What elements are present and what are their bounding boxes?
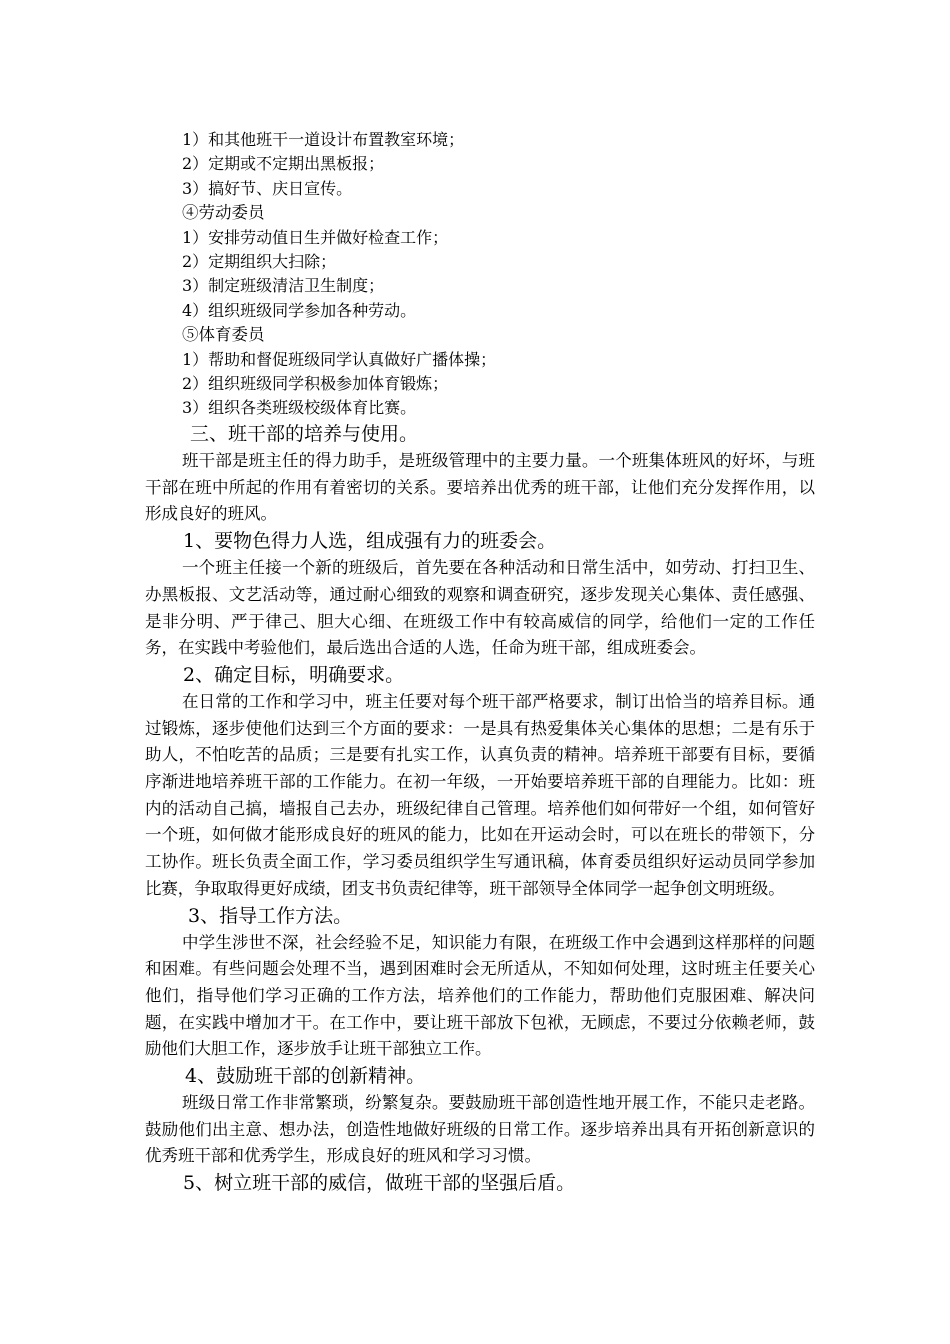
section-body [145, 421, 815, 1197]
item-paragraph: 班级日常工作非常繁琐，纷繁复杂。要鼓励班干部创造性地开展工作，不能只走老路。鼓励他们出主意、想办法，创造性地做好班级的日常工作。逐步培养出具有开拓创新意识的优秀班干部和优秀学生，形成良好的班风和学习习惯。 [145, 1093, 815, 1166]
list-item: 4）组织班级同学参加各种劳动。 [182, 300, 417, 320]
list-item: 1）和其他班干一道设计布置教室环境； [182, 130, 465, 149]
list-item: 3）搞好节、庆日宣传。 [182, 178, 353, 198]
section-intro: 班干部是班主任的得力助手，是班级管理中的主要力量。一个班集体班风的好坏，与班干部在班中所起的作用有着密切的关系。要培养出优秀的班干部，让他们充分发挥作用，以形成良好的班风。 [145, 451, 815, 524]
item-heading: 2、确定目标，明确要求。 [183, 663, 405, 686]
item-paragraph: 在日常的工作和学习中，班主任要对每个班干部严格要求，制订出恰当的培养目标。通过锻炼，逐步使他们达到三个方面的要求：一是具有热爱集体关心集体的思想；二是有乐于助人，不怕吃苦的品质；三是要有扎实工作，认真负责的精神。培养班干部要有目标，要循序渐进地培养班干部的工作能力。在初一年级，一开始要培养班干部的自理能力。比如：班内的活动自己搞，墙报自己去办，班级纪律自己管理。培养他们如何带好一个组，如何管好一个班，如何做才能形成良好的班风的能力，比如在开运动会时，可以在班长的带领下，分工协作。班长负责全面工作，学习委员组织学生写通讯稿，体育委员组织好运动员同学参加比赛，争取取得更好成绩，团支书负责纪律等，班干部领导全体同学一起争创文明班级。 [145, 691, 815, 898]
item-heading: 3、指导工作方法。 [188, 904, 353, 927]
list-item: 1）安排劳动值日生并做好检查工作； [182, 227, 449, 247]
item-heading: 4、鼓励班干部的创新精神。 [185, 1065, 426, 1088]
duty-list [182, 128, 822, 421]
item-heading: 1、要物色得力人选，组成强有力的班委会。 [183, 530, 557, 553]
item-heading: 5、树立班干部的威信，做班干部的坚强后盾。 [183, 1172, 576, 1195]
item-paragraph: 中学生涉世不深，社会经验不足，知识能力有限，在班级工作中会遇到这样那样的问题和困难。有些问题会处理不当，遇到困难时会无所适从，不知如何处理，这时班主任要关心他们，指导他们学习正确的工作方法，培养他们的工作能力，帮助他们克服困难、解决问题，在实践中增加才干。在工作中，要让班干部放下包袱，无顾虑，不要过分依赖老师，鼓励他们大胆工作，逐步放手让班干部独立工作。 [145, 932, 815, 1059]
list-item: 2）定期或不定期出黑板报； [182, 154, 385, 174]
list-subheading: ④劳动委员 [182, 203, 265, 223]
list-item: 1）帮助和督促班级同学认真做好广播体操； [182, 349, 497, 369]
list-item: 2）组织班级同学积极参加体育锻炼； [182, 373, 449, 393]
item-paragraph: 一个班主任接一个新的班级后，首先要在各种活动和日常生活中，如劳动、打扫卫生、办黑板报、文艺活动等，通过耐心细致的观察和调查研究，逐步发现关心集体、责任感强、是非分明、严于律己、胆大心细、在班级工作中有较高威信的同学，给他们一定的工作任务，在实践中考验他们，最后选出合适的人选，任命为班干部，组成班委会。 [145, 558, 815, 658]
list-item: 3）制定班级清洁卫生制度； [182, 276, 385, 296]
list-subheading: ⑤体育委员 [182, 325, 265, 345]
section-heading: 三、班干部的培养与使用。 [190, 423, 419, 445]
list-item: 3）组织各类班级校级体育比赛。 [182, 398, 417, 418]
list-item: 2）定期组织大扫除； [182, 251, 337, 271]
